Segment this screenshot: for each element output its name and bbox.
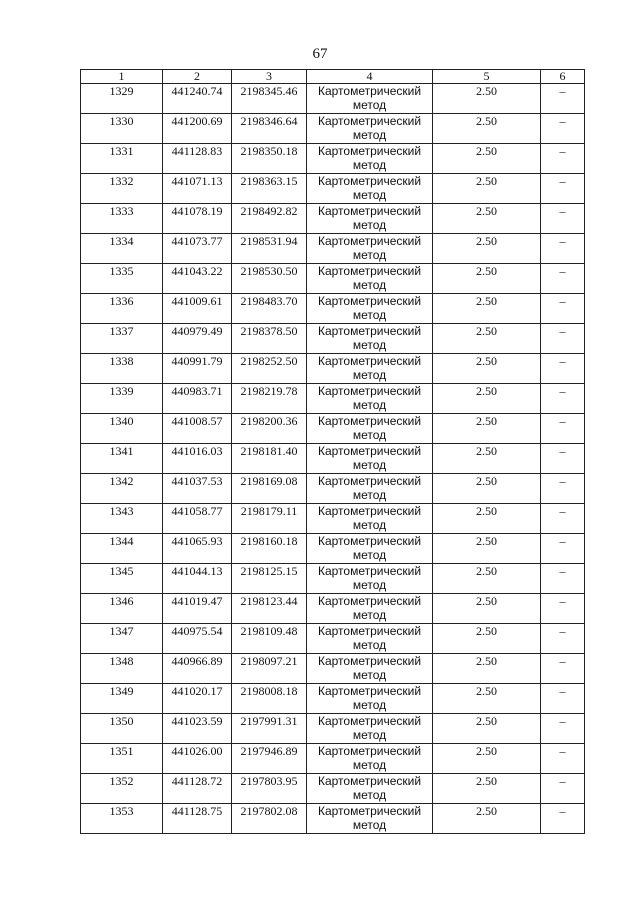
point-number-cell: 1351 — [81, 744, 163, 774]
method-line-1: Картометрический — [317, 774, 422, 788]
method-line-1: Картометрический — [317, 324, 422, 338]
method-line-2: метод — [352, 338, 387, 352]
table-row — [81, 594, 585, 624]
method-line-2: метод — [352, 728, 387, 742]
accuracy-cell: 2.50 — [433, 564, 541, 594]
point-number-cell: 1330 — [81, 114, 163, 144]
table-row — [81, 294, 585, 324]
accuracy-cell: 2.50 — [433, 684, 541, 714]
point-number-cell: 1343 — [81, 504, 163, 534]
note-cell: – — [541, 744, 585, 774]
point-number-cell: 1342 — [81, 474, 163, 504]
y-coordinate-cell: 2198200.36 — [232, 414, 307, 444]
method-line-2: метод — [352, 158, 387, 172]
point-number-cell: 1338 — [81, 354, 163, 384]
method-line-1: Картометрический — [317, 264, 422, 278]
method-cell — [307, 564, 433, 594]
method-line-2: метод — [352, 308, 387, 322]
method-line-1: Картометрический — [317, 414, 422, 428]
method-line-1: Картометрический — [317, 294, 422, 308]
method-cell — [307, 714, 433, 744]
y-coordinate-cell: 2198345.46 — [232, 84, 307, 114]
x-coordinate-cell: 440966.89 — [163, 654, 232, 684]
x-coordinate-cell: 441078.19 — [163, 204, 232, 234]
point-number-cell: 1345 — [81, 564, 163, 594]
x-coordinate-cell: 441016.03 — [163, 444, 232, 474]
method-cell — [307, 534, 433, 564]
y-coordinate-cell: 2198097.21 — [232, 654, 307, 684]
method-cell — [307, 174, 433, 204]
table-row — [81, 504, 585, 534]
method-line-2: метод — [352, 578, 387, 592]
y-coordinate-cell: 2198252.50 — [232, 354, 307, 384]
method-line-2: метод — [352, 398, 387, 412]
point-number-cell: 1333 — [81, 204, 163, 234]
method-line-1: Картометрический — [317, 804, 422, 818]
y-coordinate-cell: 2198492.82 — [232, 204, 307, 234]
y-coordinate-cell: 2197991.31 — [232, 714, 307, 744]
point-number-cell: 1332 — [81, 174, 163, 204]
point-number-cell: 1329 — [81, 84, 163, 114]
method-line-2: метод — [352, 188, 387, 202]
method-line-2: метод — [352, 218, 387, 232]
method-line-1: Картометрический — [317, 594, 422, 608]
note-cell: – — [541, 414, 585, 444]
method-line-1: Картометрический — [317, 684, 422, 698]
method-cell — [307, 504, 433, 534]
method-line-1: Картометрический — [317, 744, 422, 758]
x-coordinate-cell: 441065.93 — [163, 534, 232, 564]
table-body — [81, 84, 585, 834]
y-coordinate-cell: 2198378.50 — [232, 324, 307, 354]
table-row — [81, 624, 585, 654]
point-number-cell: 1336 — [81, 294, 163, 324]
method-line-1: Картометрический — [317, 654, 422, 668]
table-row — [81, 324, 585, 354]
method-line-2: метод — [352, 128, 387, 142]
point-number-cell: 1335 — [81, 264, 163, 294]
table-row — [81, 384, 585, 414]
table-row — [81, 714, 585, 744]
table-row — [81, 744, 585, 774]
table-row — [81, 264, 585, 294]
method-line-1: Картометрический — [317, 534, 422, 548]
method-line-1: Картометрический — [317, 474, 422, 488]
table-row — [81, 414, 585, 444]
y-coordinate-cell: 2198483.70 — [232, 294, 307, 324]
point-number-cell: 1346 — [81, 594, 163, 624]
note-cell: – — [541, 204, 585, 234]
coordinates-table — [80, 69, 585, 834]
note-cell: – — [541, 774, 585, 804]
x-coordinate-cell: 441240.74 — [163, 84, 232, 114]
table-row — [81, 774, 585, 804]
method-line-1: Картометрический — [317, 384, 422, 398]
y-coordinate-cell: 2197946.89 — [232, 744, 307, 774]
accuracy-cell: 2.50 — [433, 174, 541, 204]
x-coordinate-cell: 441023.59 — [163, 714, 232, 744]
method-cell — [307, 774, 433, 804]
method-cell — [307, 684, 433, 714]
x-coordinate-cell: 441020.17 — [163, 684, 232, 714]
y-coordinate-cell: 2198169.08 — [232, 474, 307, 504]
y-coordinate-cell: 2198363.15 — [232, 174, 307, 204]
method-line-2: метод — [352, 638, 387, 652]
header-col-2: 2 — [163, 70, 232, 84]
note-cell: – — [541, 444, 585, 474]
method-cell — [307, 294, 433, 324]
method-line-2: метод — [352, 488, 387, 502]
accuracy-cell: 2.50 — [433, 714, 541, 744]
method-cell — [307, 234, 433, 264]
x-coordinate-cell: 441073.77 — [163, 234, 232, 264]
table-row — [81, 144, 585, 174]
accuracy-cell: 2.50 — [433, 204, 541, 234]
accuracy-cell: 2.50 — [433, 744, 541, 774]
point-number-cell: 1334 — [81, 234, 163, 264]
note-cell: – — [541, 384, 585, 414]
note-cell: – — [541, 654, 585, 684]
method-line-2: метод — [352, 278, 387, 292]
table-row — [81, 444, 585, 474]
accuracy-cell: 2.50 — [433, 774, 541, 804]
x-coordinate-cell: 441200.69 — [163, 114, 232, 144]
point-number-cell: 1349 — [81, 684, 163, 714]
x-coordinate-cell: 441071.13 — [163, 174, 232, 204]
table-row — [81, 234, 585, 264]
point-number-cell: 1347 — [81, 624, 163, 654]
y-coordinate-cell: 2198109.48 — [232, 624, 307, 654]
x-coordinate-cell: 441008.57 — [163, 414, 232, 444]
accuracy-cell: 2.50 — [433, 354, 541, 384]
accuracy-cell: 2.50 — [433, 594, 541, 624]
method-line-2: метод — [352, 548, 387, 562]
x-coordinate-cell: 441044.13 — [163, 564, 232, 594]
accuracy-cell: 2.50 — [433, 414, 541, 444]
point-number-cell: 1348 — [81, 654, 163, 684]
x-coordinate-cell: 441128.83 — [163, 144, 232, 174]
y-coordinate-cell: 2198160.18 — [232, 534, 307, 564]
x-coordinate-cell: 440979.49 — [163, 324, 232, 354]
method-line-1: Картометрический — [317, 444, 422, 458]
note-cell: – — [541, 264, 585, 294]
note-cell: – — [541, 534, 585, 564]
method-cell — [307, 204, 433, 234]
x-coordinate-cell: 441058.77 — [163, 504, 232, 534]
method-line-1: Картометрический — [317, 114, 422, 128]
method-line-2: метод — [352, 368, 387, 382]
table-row — [81, 114, 585, 144]
accuracy-cell: 2.50 — [433, 234, 541, 264]
y-coordinate-cell: 2198123.44 — [232, 594, 307, 624]
method-line-2: метод — [352, 818, 387, 832]
table-row — [81, 534, 585, 564]
y-coordinate-cell: 2198008.18 — [232, 684, 307, 714]
note-cell: – — [541, 354, 585, 384]
x-coordinate-cell: 440983.71 — [163, 384, 232, 414]
method-line-2: метод — [352, 428, 387, 442]
note-cell: – — [541, 294, 585, 324]
y-coordinate-cell: 2198350.18 — [232, 144, 307, 174]
accuracy-cell: 2.50 — [433, 114, 541, 144]
table-row — [81, 684, 585, 714]
y-coordinate-cell: 2198530.50 — [232, 264, 307, 294]
point-number-cell: 1344 — [81, 534, 163, 564]
x-coordinate-cell: 441037.53 — [163, 474, 232, 504]
accuracy-cell: 2.50 — [433, 504, 541, 534]
method-line-2: метод — [352, 98, 387, 112]
method-line-2: метод — [352, 758, 387, 772]
y-coordinate-cell: 2198531.94 — [232, 234, 307, 264]
note-cell: – — [541, 684, 585, 714]
method-line-1: Картометрический — [317, 564, 422, 578]
method-line-1: Картометрический — [317, 624, 422, 638]
header-col-5: 5 — [433, 70, 541, 84]
note-cell: – — [541, 114, 585, 144]
accuracy-cell: 2.50 — [433, 84, 541, 114]
table-row — [81, 84, 585, 114]
method-line-2: метод — [352, 608, 387, 622]
method-line-2: метод — [352, 458, 387, 472]
table-row — [81, 354, 585, 384]
method-line-2: метод — [352, 668, 387, 682]
note-cell: – — [541, 714, 585, 744]
method-cell — [307, 594, 433, 624]
y-coordinate-cell: 2197802.08 — [232, 804, 307, 834]
method-line-2: метод — [352, 698, 387, 712]
y-coordinate-cell: 2197803.95 — [232, 774, 307, 804]
table-row — [81, 564, 585, 594]
x-coordinate-cell: 440991.79 — [163, 354, 232, 384]
method-cell — [307, 474, 433, 504]
table-row — [81, 204, 585, 234]
table-row — [81, 174, 585, 204]
point-number-cell: 1331 — [81, 144, 163, 174]
table-row — [81, 804, 585, 834]
note-cell: – — [541, 594, 585, 624]
accuracy-cell: 2.50 — [433, 804, 541, 834]
method-line-1: Картометрический — [317, 234, 422, 248]
method-cell — [307, 804, 433, 834]
method-line-2: метод — [352, 788, 387, 802]
method-cell — [307, 324, 433, 354]
note-cell: – — [541, 234, 585, 264]
accuracy-cell: 2.50 — [433, 264, 541, 294]
point-number-cell: 1352 — [81, 774, 163, 804]
point-number-cell: 1341 — [81, 444, 163, 474]
note-cell: – — [541, 624, 585, 654]
x-coordinate-cell: 441043.22 — [163, 264, 232, 294]
method-cell — [307, 384, 433, 414]
accuracy-cell: 2.50 — [433, 294, 541, 324]
note-cell: – — [541, 84, 585, 114]
method-cell — [307, 744, 433, 774]
method-line-1: Картометрический — [317, 504, 422, 518]
method-cell — [307, 414, 433, 444]
header-col-4: 4 — [307, 70, 433, 84]
accuracy-cell: 2.50 — [433, 534, 541, 564]
point-number-cell: 1339 — [81, 384, 163, 414]
point-number-cell: 1337 — [81, 324, 163, 354]
x-coordinate-cell: 440975.54 — [163, 624, 232, 654]
header-col-1: 1 — [81, 70, 163, 84]
note-cell: – — [541, 174, 585, 204]
accuracy-cell: 2.50 — [433, 144, 541, 174]
y-coordinate-cell: 2198219.78 — [232, 384, 307, 414]
method-cell — [307, 144, 433, 174]
method-line-1: Картометрический — [317, 204, 422, 218]
note-cell: – — [541, 474, 585, 504]
x-coordinate-cell: 441128.72 — [163, 774, 232, 804]
accuracy-cell: 2.50 — [433, 624, 541, 654]
method-cell — [307, 114, 433, 144]
method-line-1: Картометрический — [317, 144, 422, 158]
method-line-1: Картометрический — [317, 84, 422, 98]
note-cell: – — [541, 564, 585, 594]
method-line-2: метод — [352, 248, 387, 262]
method-cell — [307, 444, 433, 474]
method-line-1: Картометрический — [317, 354, 422, 368]
page-number: 67 — [312, 46, 328, 62]
y-coordinate-cell: 2198181.40 — [232, 444, 307, 474]
y-coordinate-cell: 2198346.64 — [232, 114, 307, 144]
y-coordinate-cell: 2198179.11 — [232, 504, 307, 534]
header-col-6: 6 — [541, 70, 585, 84]
accuracy-cell: 2.50 — [433, 324, 541, 354]
table-row — [81, 474, 585, 504]
accuracy-cell: 2.50 — [433, 384, 541, 414]
table-header-row — [81, 70, 585, 84]
method-cell — [307, 84, 433, 114]
note-cell: – — [541, 804, 585, 834]
accuracy-cell: 2.50 — [433, 474, 541, 504]
method-cell — [307, 624, 433, 654]
method-cell — [307, 354, 433, 384]
point-number-cell: 1340 — [81, 414, 163, 444]
table-row — [81, 654, 585, 684]
x-coordinate-cell: 441026.00 — [163, 744, 232, 774]
x-coordinate-cell: 441019.47 — [163, 594, 232, 624]
x-coordinate-cell: 441009.61 — [163, 294, 232, 324]
note-cell: – — [541, 324, 585, 354]
y-coordinate-cell: 2198125.15 — [232, 564, 307, 594]
method-cell — [307, 264, 433, 294]
point-number-cell: 1353 — [81, 804, 163, 834]
method-line-1: Картометрический — [317, 174, 422, 188]
note-cell: – — [541, 504, 585, 534]
header-col-3: 3 — [232, 70, 307, 84]
accuracy-cell: 2.50 — [433, 444, 541, 474]
accuracy-cell: 2.50 — [433, 654, 541, 684]
method-cell — [307, 654, 433, 684]
method-line-1: Картометрический — [317, 714, 422, 728]
x-coordinate-cell: 441128.75 — [163, 804, 232, 834]
method-line-2: метод — [352, 518, 387, 532]
note-cell: – — [541, 144, 585, 174]
point-number-cell: 1350 — [81, 714, 163, 744]
